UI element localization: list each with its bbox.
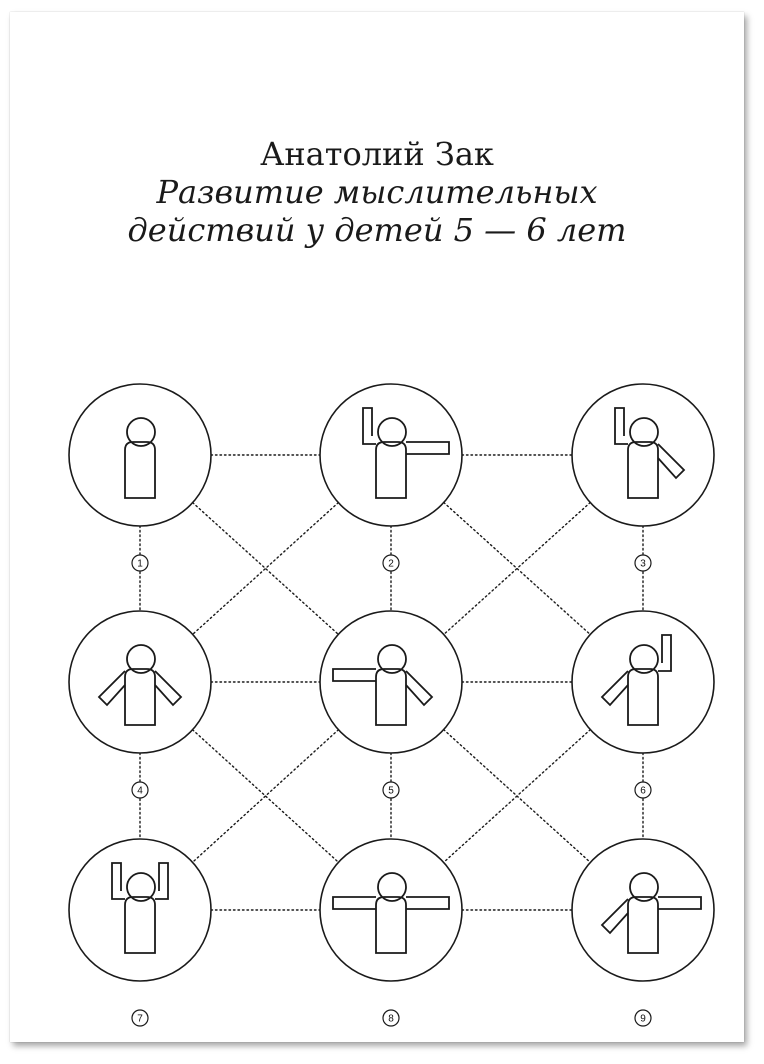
pose-cell-4 (69, 611, 211, 798)
number-label: 4 (137, 785, 143, 797)
author-name: Анатолий Зак (260, 135, 494, 173)
pose-cell-9 (572, 839, 714, 1026)
pose-cell-3 (572, 384, 714, 571)
pose-circle (572, 384, 714, 526)
number-label: 9 (640, 1013, 646, 1025)
book-title-line-1: Развитие мыслительных (156, 173, 598, 211)
book-title-line-2: действий у детей 5 — 6 лет (127, 211, 627, 249)
pose-circle (320, 611, 462, 753)
pose-cell-8 (320, 839, 462, 1026)
pose-circle (572, 839, 714, 981)
pose-circle (69, 384, 211, 526)
pose-circle (69, 839, 211, 981)
pose-circle (320, 384, 462, 526)
book-cover (10, 12, 744, 1042)
pose-cell-5 (320, 611, 462, 798)
pose-circle (69, 611, 211, 753)
number-label: 1 (137, 558, 143, 570)
pose-cell-1 (69, 384, 211, 571)
number-label: 7 (137, 1013, 143, 1025)
pose-grid-figure (10, 12, 744, 1042)
pose-circle (320, 839, 462, 981)
pose-cell-2 (320, 384, 462, 571)
pose-circle (572, 611, 714, 753)
number-label: 5 (388, 785, 394, 797)
number-label: 8 (388, 1013, 394, 1025)
pose-cell-6 (572, 611, 714, 798)
number-label: 3 (640, 558, 646, 570)
number-label: 6 (640, 785, 646, 797)
pose-cell-7 (69, 839, 211, 1026)
number-label: 2 (388, 558, 394, 570)
